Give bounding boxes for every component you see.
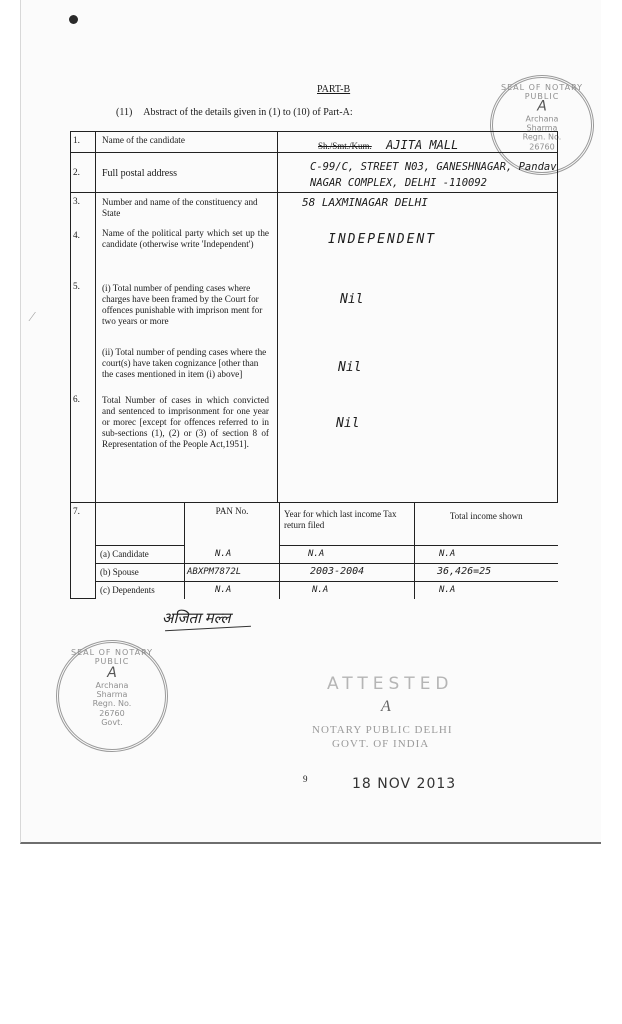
row-number: 7. [71, 503, 96, 599]
details-table [70, 131, 558, 599]
abstract-text: Abstract of the details given in (1) to (10) of Part-A: [143, 107, 353, 118]
notary-public-text: NOTARY PUBLIC DELHI [312, 724, 453, 736]
candidate-name-label: Name of the candidate [102, 135, 185, 145]
row-label-group [96, 193, 278, 503]
income-total: N.A [415, 581, 558, 599]
row-number: 1. [71, 132, 96, 153]
pending-cases-i-label: (i) Total number of pending cases where charges have been framed by the Court for offences punishable with imprison ment for two years or more [102, 283, 263, 326]
page-number: 9 [303, 774, 308, 784]
pending-cases-ii-value: Nil [338, 360, 362, 376]
income-row-label: (c) Dependents [96, 581, 185, 599]
income-row [96, 545, 558, 563]
seal-name: Archana Sharma [525, 114, 559, 133]
address-line-1: C-99/C, STREET N03, GANESHNAGAR, Pandav [310, 161, 557, 174]
row-number: 6. [73, 394, 80, 405]
row-number: 2. [71, 153, 96, 193]
abstract-heading [116, 107, 353, 118]
address-label: Full postal address [102, 168, 177, 180]
constituency-label: Number and name of the constituency and State [102, 197, 258, 219]
income-year: N.A [280, 581, 415, 599]
table-row [71, 193, 558, 503]
income-pan: N.A [185, 545, 280, 563]
income-row [96, 581, 558, 599]
pending-cases-i-value: Nil [340, 292, 364, 308]
income-total: N.A [415, 545, 558, 563]
income-row-label: (a) Candidate [96, 545, 185, 563]
seal-inner [86, 665, 139, 727]
row-number-group [71, 193, 96, 503]
income-pan: N.A [185, 581, 280, 599]
income-year: 2003-2004 [280, 563, 415, 581]
row-value [278, 153, 558, 193]
party-label: Name of the political party which set up the candidate (otherwise write 'Independent') [102, 228, 269, 250]
constituency-value: 58 LAXMINAGAR DELHI [302, 196, 428, 210]
seal-initials: A [537, 98, 547, 115]
row-value [278, 132, 558, 153]
notary-initials: A [381, 698, 391, 715]
row-value-group [278, 193, 558, 503]
candidate-name-cell [278, 132, 557, 152]
seal-ring-text: SEAL OF NOTARY PUBLIC [71, 648, 153, 666]
title-prefix: Sh./Smt./Kum. [318, 141, 372, 151]
table-row [71, 153, 558, 193]
notary-seal-bottom [56, 640, 168, 752]
income-row-label: (b) Spouse [96, 563, 185, 581]
seal-regn: Regn. No. 26760 [522, 133, 562, 152]
income-header-row [96, 503, 558, 545]
income-table [96, 503, 558, 599]
convictions-value: Nil [336, 416, 360, 432]
row-number: 3. [73, 196, 80, 207]
income-cell [96, 503, 558, 599]
date-stamp: 18 NOV 2013 [352, 776, 457, 792]
govt-text: GOVT. OF INDIA [332, 738, 430, 750]
seal-initials: A [107, 664, 117, 681]
seal-name: Archana Sharma [95, 681, 129, 700]
seal-ring-text: SEAL OF NOTARY PUBLIC [501, 83, 583, 101]
candidate-signature: अजिता मल्ल [162, 611, 231, 627]
income-pan: ABXPM7872L [185, 563, 280, 581]
abstract-number: (11) [116, 107, 133, 118]
seal-place: Govt. [101, 717, 123, 727]
seal-regn: Regn. No. 26760 [92, 699, 132, 718]
address-value [278, 153, 557, 192]
year-header: Year for which last income Tax return filed [280, 503, 415, 545]
income-row [96, 563, 558, 581]
income-year: N.A [280, 545, 415, 563]
margin-mark: ⁄ [31, 310, 34, 325]
address-line-2: NAGAR COMPLEX, DELHI -110092 [310, 177, 488, 190]
income-header: Total income shown [415, 503, 558, 545]
income-total: 36,426=25 [415, 563, 558, 581]
row-label [96, 132, 278, 153]
attested-stamp: ATTESTED [327, 674, 454, 694]
row-number: 5. [73, 281, 80, 292]
candidate-name-value: AJITA MALL [386, 138, 459, 152]
punch-hole [69, 15, 78, 24]
convictions-label: Total Number of cases in which convicted and sentenced to imprisonment for one year or morec [except for offences referred to in sub-sections (1), (2) or (3) of section 8 of Representation of the People Act,1951]. [102, 395, 269, 449]
party-value: INDEPENDENT [328, 232, 437, 248]
table-row [71, 132, 558, 153]
pending-cases-ii-label: (ii) Total number of pending cases where the court(s) have taken cognizance [other than the cases mentioned in item (i) above] [102, 347, 267, 379]
row-label [96, 153, 278, 193]
pan-header: PAN No. [185, 503, 280, 545]
table-row [71, 503, 558, 599]
row-number: 4. [73, 230, 80, 241]
income-header-blank [96, 503, 185, 545]
part-title: PART-B [317, 84, 351, 95]
